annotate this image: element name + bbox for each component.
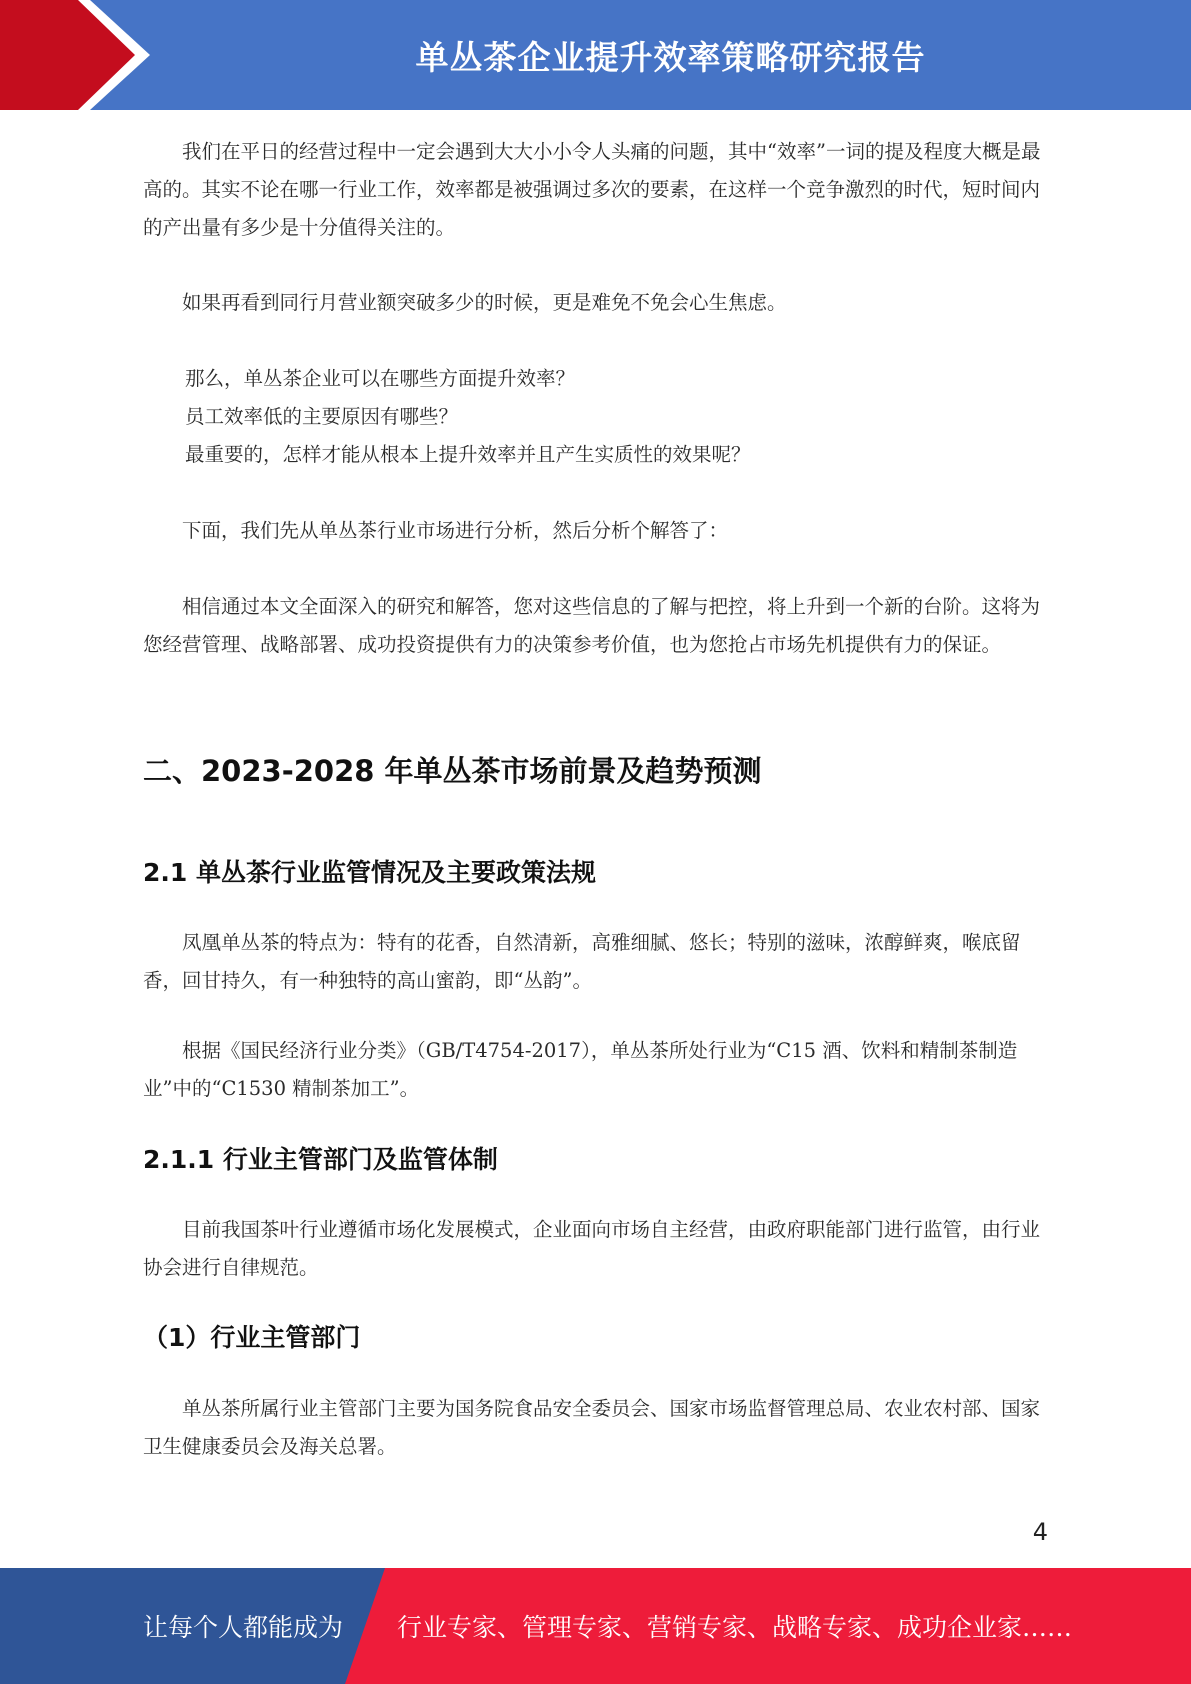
footer-slogan-left: 让每个人都能成为 (143, 1613, 344, 1642)
intro-paragraph-1: 我们在平日的经营过程中一定会遇到大大小小令人头痛的问题，其中“效率”一词的提及程度大概是最高的。其实不论在哪一行业工作，效率都是被强调过多次的要素，在这样一个竞争激烈的时代，短时间内的产出量有多少是十分值得关注的。 (143, 140, 1041, 239)
intro-paragraph-2: 如果再看到同行月营业额突破多少的时候，更是难免不免会心生焦虑。 (182, 291, 787, 314)
document-title: 单丛茶企业提升效率策略研究报告 (415, 37, 926, 77)
section-heading-2-1-1: 2.1.1 行业主管部门及监管体制 (143, 1145, 498, 1174)
section-2-1-1-paragraph-1: 目前我国茶叶行业遵循市场化发展模式，企业面向市场自主经营，由政府职能部门进行监管，由行业协会进行自律规范。 (143, 1218, 1041, 1279)
page-number: 4 (1032, 1518, 1048, 1546)
question-3: 最重要的，怎样才能从根本上提升效率并且产生实质性的效果呢？ (185, 443, 751, 466)
question-2: 员工效率低的主要原因有哪些？ (185, 405, 459, 428)
page-footer (0, 1568, 1191, 1684)
subsection-1-paragraph-1: 单丛茶所属行业主管部门主要为国务院食品安全委员会、国家市场监督管理总局、农业农村部、国家卫生健康委员会及海关总署。 (143, 1397, 1041, 1458)
header-chevron-icon (0, 0, 150, 110)
section-heading-2: 二、2023-2028 年单丛茶市场前景及趋势预测 (143, 754, 762, 788)
intro-paragraph-3: 下面，我们先从单丛茶行业市场进行分析，然后分析个解答了： (182, 519, 729, 542)
section-heading-2-1: 2.1 单丛茶行业监管情况及主要政策法规 (143, 858, 596, 887)
section-2-1-paragraph-2: 根据《国民经济行业分类》（GB/T4754-2017），单丛茶所处行业为“C15 酒、饮料和精制茶制造业”中的“C1530 精制茶加工”。 (143, 1039, 1018, 1100)
section-2-1-paragraph-1: 凤凰单丛茶的特点为：特有的花香，自然清新，高雅细腻、悠长；特别的滋味，浓醇鲜爽，喉底留香，回甘持久，有一种独特的高山蜜韵，即“丛韵”。 (143, 931, 1021, 992)
question-1: 那么，单丛茶企业可以在哪些方面提升效率？ (185, 367, 576, 390)
page-header (0, 0, 1191, 110)
footer-slogan-right: 行业专家、管理专家、营销专家、战略专家、成功企业家…… (397, 1613, 1073, 1642)
intro-paragraph-4: 相信通过本文全面深入的研究和解答，您对这些信息的了解与把控，将上升到一个新的台阶。这将为您经营管理、战略部署、成功投资提供有力的决策参考价值，也为您抢占市场先机提供有力的保证。 (143, 595, 1041, 656)
subsection-heading-1: （1）行业主管部门 (143, 1323, 361, 1352)
